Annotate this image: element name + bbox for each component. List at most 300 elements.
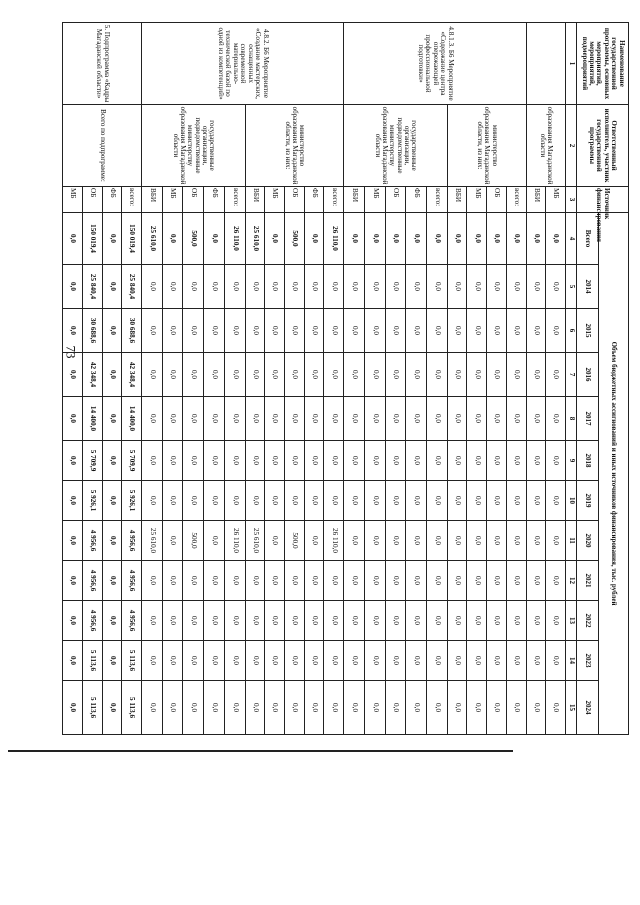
value-cell: 0,0 bbox=[385, 521, 406, 561]
value-cell: 0,0 bbox=[427, 353, 448, 397]
source-cell: всего: bbox=[324, 187, 344, 213]
value-cell: 0,0 bbox=[487, 309, 507, 353]
source-cell: ОБ bbox=[285, 187, 305, 213]
value-cell: 25 840,4 bbox=[122, 265, 142, 309]
value-cell: 0,0 bbox=[162, 213, 183, 265]
value-cell: 0,0 bbox=[526, 601, 546, 641]
value-cell: 0,0 bbox=[344, 397, 365, 441]
value-cell: 0,0 bbox=[102, 681, 122, 735]
value-cell: 0,0 bbox=[447, 561, 467, 601]
value-cell: 0,0 bbox=[285, 441, 305, 481]
value-cell: 0,0 bbox=[304, 441, 324, 481]
header-year-9: 2022 bbox=[577, 601, 599, 641]
value-cell: 0,0 bbox=[285, 353, 305, 397]
value-cell: 0,0 bbox=[526, 561, 546, 601]
value-cell: 0,0 bbox=[427, 601, 448, 641]
value-cell: 0,0 bbox=[324, 681, 344, 735]
value-cell: 0,0 bbox=[102, 441, 122, 481]
value-cell: 26 110,0 bbox=[324, 213, 344, 265]
value-cell: 0,0 bbox=[385, 561, 406, 601]
value-cell: 0,0 bbox=[447, 213, 467, 265]
value-cell: 0,0 bbox=[487, 353, 507, 397]
source-cell: ФБ bbox=[406, 187, 427, 213]
value-cell: 0,0 bbox=[285, 641, 305, 681]
value-cell: 0,0 bbox=[344, 213, 365, 265]
source-cell: ВБИ bbox=[245, 187, 265, 213]
executor-cell: государственные организации, подведомственные министерству образования Магаданской области bbox=[344, 105, 448, 187]
value-cell: 0,0 bbox=[467, 641, 487, 681]
value-cell: 0,0 bbox=[427, 481, 448, 521]
value-cell: 0,0 bbox=[406, 521, 427, 561]
value-cell: 0,0 bbox=[506, 397, 526, 441]
value-cell: 0,0 bbox=[546, 353, 566, 397]
value-cell: 0,0 bbox=[183, 481, 204, 521]
value-cell: 0,0 bbox=[285, 601, 305, 641]
value-cell: 0,0 bbox=[447, 641, 467, 681]
value-cell: 0,0 bbox=[304, 213, 324, 265]
value-cell: 0,0 bbox=[304, 681, 324, 735]
value-cell: 0,0 bbox=[467, 353, 487, 397]
value-cell: 0,0 bbox=[63, 641, 83, 681]
value-cell: 0,0 bbox=[324, 309, 344, 353]
header-col-number-1: 2 bbox=[566, 105, 577, 187]
value-cell: 0,0 bbox=[526, 353, 546, 397]
value-cell: 0,0 bbox=[546, 213, 566, 265]
source-cell: ВБИ bbox=[526, 187, 546, 213]
value-cell: 0,0 bbox=[427, 213, 448, 265]
source-cell: ОБ bbox=[82, 187, 102, 213]
value-cell: 0,0 bbox=[204, 353, 225, 397]
header-year-6: 2019 bbox=[577, 481, 599, 521]
value-cell: 0,0 bbox=[204, 601, 225, 641]
value-cell: 0,0 bbox=[467, 309, 487, 353]
value-cell: 0,0 bbox=[324, 561, 344, 601]
value-cell: 150 019,4 bbox=[122, 213, 142, 265]
value-cell: 0,0 bbox=[285, 481, 305, 521]
value-cell: 0,0 bbox=[427, 521, 448, 561]
source-cell: ВБИ bbox=[344, 187, 365, 213]
value-cell: 0,0 bbox=[204, 265, 225, 309]
value-cell: 25 610,0 bbox=[245, 521, 265, 561]
value-cell: 14 400,0 bbox=[82, 397, 102, 441]
value-cell: 0,0 bbox=[364, 397, 385, 441]
header-col-number-14: 15 bbox=[566, 681, 577, 735]
value-cell: 0,0 bbox=[447, 397, 467, 441]
value-cell: 0,0 bbox=[546, 601, 566, 641]
header-col-number-11: 12 bbox=[566, 561, 577, 601]
value-cell: 0,0 bbox=[162, 397, 183, 441]
table-row bbox=[122, 23, 142, 735]
value-cell: 0,0 bbox=[406, 265, 427, 309]
value-cell: 0,0 bbox=[526, 397, 546, 441]
value-cell: 0,0 bbox=[304, 481, 324, 521]
header-year-7: 2020 bbox=[577, 521, 599, 561]
value-cell: 0,0 bbox=[344, 681, 365, 735]
value-cell: 0,0 bbox=[506, 353, 526, 397]
source-cell: МБ bbox=[467, 187, 487, 213]
value-cell: 25 610,0 bbox=[141, 213, 162, 265]
value-cell: 0,0 bbox=[506, 681, 526, 735]
value-cell: 0,0 bbox=[63, 213, 83, 265]
value-cell: 500,0 bbox=[183, 521, 204, 561]
header-year-1: 2014 bbox=[577, 265, 599, 309]
value-cell: 5 113,6 bbox=[122, 641, 142, 681]
value-cell: 0,0 bbox=[265, 481, 285, 521]
value-cell: 30 688,6 bbox=[82, 309, 102, 353]
value-cell: 14 400,0 bbox=[122, 397, 142, 441]
value-cell: 0,0 bbox=[385, 309, 406, 353]
executor-cell: государственные организации, подведомственные министерству образования Магаданской области bbox=[141, 105, 245, 187]
value-cell: 5 709,9 bbox=[82, 441, 102, 481]
value-cell: 0,0 bbox=[546, 309, 566, 353]
table-row bbox=[324, 23, 344, 735]
value-cell: 0,0 bbox=[406, 481, 427, 521]
source-cell: всего: bbox=[506, 187, 526, 213]
value-cell: 0,0 bbox=[344, 309, 365, 353]
value-cell: 0,0 bbox=[546, 265, 566, 309]
header-name: Наименование государственной программы, основных мероприятий, мероприятий, подмероприятий bbox=[577, 23, 629, 105]
financing-table bbox=[62, 22, 629, 735]
value-cell: 0,0 bbox=[427, 309, 448, 353]
header-year-8: 2021 bbox=[577, 561, 599, 601]
value-cell: 0,0 bbox=[467, 481, 487, 521]
value-cell: 5 113,6 bbox=[122, 681, 142, 735]
value-cell: 4 956,6 bbox=[82, 601, 102, 641]
value-cell: 0,0 bbox=[467, 213, 487, 265]
header-year-11: 2024 bbox=[577, 681, 599, 735]
value-cell: 0,0 bbox=[63, 441, 83, 481]
value-cell: 0,0 bbox=[162, 641, 183, 681]
value-cell: 0,0 bbox=[364, 681, 385, 735]
value-cell: 0,0 bbox=[63, 309, 83, 353]
value-cell: 0,0 bbox=[324, 481, 344, 521]
value-cell: 0,0 bbox=[447, 601, 467, 641]
value-cell: 0,0 bbox=[245, 441, 265, 481]
value-cell: 0,0 bbox=[224, 309, 245, 353]
value-cell: 0,0 bbox=[324, 641, 344, 681]
value-cell: 0,0 bbox=[487, 521, 507, 561]
value-cell: 0,0 bbox=[546, 481, 566, 521]
source-cell: МБ bbox=[162, 187, 183, 213]
value-cell: 0,0 bbox=[102, 521, 122, 561]
executor-cell: Всего по подпрограмме: bbox=[63, 105, 142, 187]
executor-cell: министерство образования Магаданской области, из них: bbox=[245, 105, 344, 187]
value-cell: 0,0 bbox=[506, 521, 526, 561]
header-year-2: 2015 bbox=[577, 309, 599, 353]
value-cell: 0,0 bbox=[245, 309, 265, 353]
value-cell: 5 926,1 bbox=[82, 481, 102, 521]
value-cell: 0,0 bbox=[224, 601, 245, 641]
value-cell: 0,0 bbox=[204, 681, 225, 735]
value-cell: 150 019,4 bbox=[82, 213, 102, 265]
value-cell: 0,0 bbox=[102, 561, 122, 601]
value-cell: 0,0 bbox=[406, 441, 427, 481]
value-cell: 0,0 bbox=[344, 641, 365, 681]
value-cell: 0,0 bbox=[63, 353, 83, 397]
value-cell: 0,0 bbox=[406, 561, 427, 601]
value-cell: 0,0 bbox=[204, 213, 225, 265]
value-cell: 0,0 bbox=[406, 641, 427, 681]
value-cell: 0,0 bbox=[102, 309, 122, 353]
value-cell: 0,0 bbox=[506, 561, 526, 601]
value-cell: 0,0 bbox=[467, 397, 487, 441]
value-cell: 0,0 bbox=[285, 561, 305, 601]
value-cell: 0,0 bbox=[364, 561, 385, 601]
value-cell: 0,0 bbox=[427, 681, 448, 735]
value-cell: 0,0 bbox=[304, 309, 324, 353]
header-executor: Ответственный исполнитель, участник государственной программы bbox=[577, 105, 629, 187]
value-cell: 500,0 bbox=[285, 521, 305, 561]
value-cell: 0,0 bbox=[427, 641, 448, 681]
block-name: 4.8.2. Б6 Мероприятие «Создание мастерских, оснащенных современной материально-технической базой по одной из компетенций» bbox=[141, 23, 343, 105]
header-col-number-6: 7 bbox=[566, 353, 577, 397]
source-cell: ФБ bbox=[204, 187, 225, 213]
value-cell: 0,0 bbox=[364, 213, 385, 265]
value-cell: 0,0 bbox=[526, 309, 546, 353]
value-cell: 0,0 bbox=[526, 641, 546, 681]
value-cell: 0,0 bbox=[141, 441, 162, 481]
value-cell: 0,0 bbox=[224, 441, 245, 481]
value-cell: 0,0 bbox=[546, 521, 566, 561]
value-cell: 0,0 bbox=[526, 521, 546, 561]
value-cell: 0,0 bbox=[245, 641, 265, 681]
value-cell: 0,0 bbox=[183, 681, 204, 735]
header-col-number-3: 4 bbox=[566, 213, 577, 265]
rotated-table-container bbox=[62, 22, 629, 734]
page-divider bbox=[8, 750, 513, 752]
block-name: 4.8.1.3. Б6 Мероприятие «Содержание центра опережающей профессиональной подготовки» bbox=[344, 23, 526, 105]
value-cell: 0,0 bbox=[285, 397, 305, 441]
value-cell: 25 840,4 bbox=[82, 265, 102, 309]
value-cell: 0,0 bbox=[162, 601, 183, 641]
value-cell: 0,0 bbox=[102, 481, 122, 521]
header-year-4: 2017 bbox=[577, 397, 599, 441]
value-cell: 0,0 bbox=[406, 353, 427, 397]
value-cell: 0,0 bbox=[506, 601, 526, 641]
value-cell: 0,0 bbox=[245, 601, 265, 641]
value-cell: 0,0 bbox=[141, 561, 162, 601]
value-cell: 0,0 bbox=[487, 641, 507, 681]
source-cell: МБ bbox=[546, 187, 566, 213]
value-cell: 0,0 bbox=[102, 353, 122, 397]
value-cell: 0,0 bbox=[487, 213, 507, 265]
value-cell: 0,0 bbox=[406, 601, 427, 641]
header-year-3: 2016 bbox=[577, 353, 599, 397]
source-cell: ОБ bbox=[487, 187, 507, 213]
value-cell: 5 709,9 bbox=[122, 441, 142, 481]
header-year-0: Всего bbox=[577, 213, 599, 265]
value-cell: 0,0 bbox=[385, 353, 406, 397]
value-cell: 0,0 bbox=[385, 441, 406, 481]
source-cell: ОБ bbox=[183, 187, 204, 213]
source-cell: всего: bbox=[224, 187, 245, 213]
value-cell: 0,0 bbox=[364, 481, 385, 521]
value-cell: 0,0 bbox=[162, 309, 183, 353]
value-cell: 0,0 bbox=[526, 681, 546, 735]
value-cell: 0,0 bbox=[162, 441, 183, 481]
value-cell: 0,0 bbox=[344, 561, 365, 601]
value-cell: 0,0 bbox=[224, 397, 245, 441]
value-cell: 0,0 bbox=[526, 265, 546, 309]
value-cell: 0,0 bbox=[183, 601, 204, 641]
source-cell: МБ bbox=[63, 187, 83, 213]
value-cell: 0,0 bbox=[183, 265, 204, 309]
value-cell: 0,0 bbox=[245, 561, 265, 601]
value-cell: 0,0 bbox=[406, 397, 427, 441]
value-cell: 0,0 bbox=[141, 309, 162, 353]
value-cell: 0,0 bbox=[324, 265, 344, 309]
value-cell: 0,0 bbox=[427, 265, 448, 309]
header-numbers-row bbox=[566, 23, 577, 735]
value-cell: 0,0 bbox=[487, 561, 507, 601]
value-cell: 0,0 bbox=[546, 641, 566, 681]
value-cell: 0,0 bbox=[506, 213, 526, 265]
value-cell: 0,0 bbox=[447, 353, 467, 397]
value-cell: 0,0 bbox=[63, 265, 83, 309]
value-cell: 0,0 bbox=[63, 481, 83, 521]
header-col-number-0: 1 bbox=[566, 23, 577, 105]
value-cell: 0,0 bbox=[265, 561, 285, 601]
value-cell: 0,0 bbox=[102, 601, 122, 641]
value-cell: 0,0 bbox=[406, 681, 427, 735]
value-cell: 0,0 bbox=[487, 481, 507, 521]
value-cell: 0,0 bbox=[427, 561, 448, 601]
value-cell: 0,0 bbox=[427, 441, 448, 481]
value-cell: 0,0 bbox=[162, 681, 183, 735]
value-cell: 0,0 bbox=[245, 397, 265, 441]
value-cell: 0,0 bbox=[364, 309, 385, 353]
value-cell: 4 956,6 bbox=[122, 521, 142, 561]
source-cell: ФБ bbox=[102, 187, 122, 213]
value-cell: 0,0 bbox=[183, 397, 204, 441]
value-cell: 0,0 bbox=[506, 441, 526, 481]
value-cell: 0,0 bbox=[63, 601, 83, 641]
value-cell: 0,0 bbox=[285, 681, 305, 735]
value-cell: 0,0 bbox=[102, 641, 122, 681]
source-cell: всего: bbox=[122, 187, 142, 213]
value-cell: 0,0 bbox=[204, 521, 225, 561]
value-cell: 0,0 bbox=[204, 397, 225, 441]
value-cell: 4 956,6 bbox=[122, 601, 142, 641]
value-cell: 0,0 bbox=[285, 309, 305, 353]
value-cell: 0,0 bbox=[506, 641, 526, 681]
value-cell: 0,0 bbox=[467, 265, 487, 309]
value-cell: 0,0 bbox=[546, 441, 566, 481]
value-cell: 0,0 bbox=[506, 265, 526, 309]
value-cell: 0,0 bbox=[162, 521, 183, 561]
value-cell: 0,0 bbox=[487, 397, 507, 441]
value-cell: 0,0 bbox=[162, 481, 183, 521]
value-cell: 0,0 bbox=[204, 309, 225, 353]
value-cell: 0,0 bbox=[63, 521, 83, 561]
value-cell: 0,0 bbox=[304, 353, 324, 397]
table-row bbox=[427, 23, 448, 735]
value-cell: 0,0 bbox=[183, 353, 204, 397]
value-cell: 0,0 bbox=[487, 601, 507, 641]
value-cell: 0,0 bbox=[141, 353, 162, 397]
value-cell: 0,0 bbox=[385, 481, 406, 521]
value-cell: 0,0 bbox=[385, 641, 406, 681]
source-cell: МБ bbox=[364, 187, 385, 213]
value-cell: 0,0 bbox=[364, 641, 385, 681]
source-cell: ФБ bbox=[304, 187, 324, 213]
value-cell: 0,0 bbox=[224, 481, 245, 521]
value-cell: 0,0 bbox=[265, 521, 285, 561]
value-cell: 0,0 bbox=[506, 309, 526, 353]
value-cell: 26 110,0 bbox=[224, 521, 245, 561]
value-cell: 0,0 bbox=[526, 441, 546, 481]
value-cell: 0,0 bbox=[265, 441, 285, 481]
value-cell: 0,0 bbox=[467, 521, 487, 561]
value-cell: 0,0 bbox=[183, 641, 204, 681]
value-cell: 0,0 bbox=[224, 265, 245, 309]
value-cell: 0,0 bbox=[385, 265, 406, 309]
value-cell: 0,0 bbox=[183, 441, 204, 481]
header-col-number-10: 11 bbox=[566, 521, 577, 561]
value-cell: 0,0 bbox=[385, 601, 406, 641]
value-cell: 0,0 bbox=[102, 213, 122, 265]
value-cell: 0,0 bbox=[364, 353, 385, 397]
header-col-number-7: 8 bbox=[566, 397, 577, 441]
value-cell: 5 113,6 bbox=[82, 681, 102, 735]
value-cell: 0,0 bbox=[385, 681, 406, 735]
value-cell: 26 110,0 bbox=[224, 213, 245, 265]
value-cell: 0,0 bbox=[204, 641, 225, 681]
value-cell: 0,0 bbox=[324, 353, 344, 397]
value-cell: 0,0 bbox=[467, 561, 487, 601]
value-cell: 0,0 bbox=[324, 601, 344, 641]
source-cell: ОБ bbox=[385, 187, 406, 213]
header-col-number-5: 6 bbox=[566, 309, 577, 353]
value-cell: 42 348,4 bbox=[82, 353, 102, 397]
value-cell: 0,0 bbox=[344, 353, 365, 397]
value-cell: 0,0 bbox=[385, 397, 406, 441]
value-cell: 0,0 bbox=[487, 441, 507, 481]
value-cell: 0,0 bbox=[487, 681, 507, 735]
value-cell: 0,0 bbox=[265, 353, 285, 397]
value-cell: 0,0 bbox=[63, 681, 83, 735]
value-cell: 0,0 bbox=[63, 397, 83, 441]
value-cell: 0,0 bbox=[162, 265, 183, 309]
value-cell: 0,0 bbox=[204, 441, 225, 481]
value-cell: 0,0 bbox=[526, 481, 546, 521]
value-cell: 0,0 bbox=[526, 213, 546, 265]
value-cell: 0,0 bbox=[265, 397, 285, 441]
value-cell: 5 113,6 bbox=[82, 641, 102, 681]
value-cell: 0,0 bbox=[265, 213, 285, 265]
value-cell: 0,0 bbox=[224, 681, 245, 735]
value-cell: 0,0 bbox=[324, 441, 344, 481]
value-cell: 0,0 bbox=[162, 561, 183, 601]
value-cell: 0,0 bbox=[546, 681, 566, 735]
value-cell: 500,0 bbox=[183, 213, 204, 265]
header-col-number-12: 13 bbox=[566, 601, 577, 641]
source-cell: всего: bbox=[427, 187, 448, 213]
source-cell: ВБИ bbox=[447, 187, 467, 213]
value-cell: 0,0 bbox=[506, 481, 526, 521]
value-cell: 0,0 bbox=[204, 561, 225, 601]
value-cell: 0,0 bbox=[141, 265, 162, 309]
value-cell: 500,0 bbox=[285, 213, 305, 265]
block-name: 5. Подпрограмма «Кадры Магаданской области» bbox=[63, 23, 142, 105]
value-cell: 0,0 bbox=[447, 521, 467, 561]
value-cell: 0,0 bbox=[467, 601, 487, 641]
value-cell: 0,0 bbox=[546, 561, 566, 601]
value-cell: 0,0 bbox=[344, 521, 365, 561]
page-number: 73 bbox=[63, 345, 79, 359]
value-cell: 0,0 bbox=[344, 481, 365, 521]
value-cell: 0,0 bbox=[304, 397, 324, 441]
